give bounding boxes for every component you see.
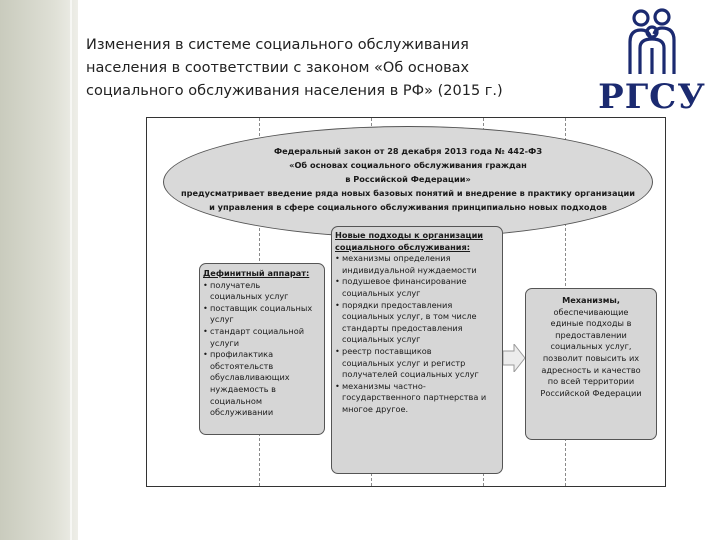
logo-wordmark: РГСУ: [598, 77, 706, 117]
list-item: • подушевое финансирование социальных услуг: [335, 276, 499, 299]
list-item: • стандарт социальной услуги: [203, 326, 321, 349]
mechanisms-heading: Механизмы,: [562, 295, 620, 305]
title-line: Изменения в системе социального обслуживания: [86, 37, 469, 53]
slide-title: [86, 34, 586, 103]
mechanisms-line: социальных услуг,: [550, 341, 632, 352]
law-diagram: [146, 117, 666, 487]
mechanisms-line: обеспечивающие: [553, 306, 629, 317]
people-emblem-icon: [624, 8, 680, 78]
mechanisms-line: предоставлении: [555, 329, 627, 340]
mechanisms-line: единые подходы в: [550, 318, 632, 329]
decorative-side-strip: [0, 0, 78, 540]
rgsu-logo: [596, 8, 708, 117]
definitions-box: [199, 263, 325, 435]
header-line: и управления в сфере социального обслуживания принципиально новых подходов: [209, 202, 607, 212]
mechanisms-line: адресность и качество: [541, 364, 641, 375]
list-item: • поставщик социальных услуг: [203, 303, 321, 326]
mechanisms-line: по всей территории: [547, 376, 635, 387]
title-line: социального обслуживания населения в РФ» (2015 г.): [86, 83, 503, 99]
list-item: • профилактика обстоятельств обуславливающих нуждаемость в социальном обслуживании: [203, 349, 321, 419]
header-line: в Российской Федерации»: [345, 174, 471, 184]
definitions-heading: Дефинитный аппарат:: [203, 268, 310, 278]
header-line: Федеральный закон от 28 декабря 2013 года № 442-ФЗ: [273, 146, 543, 156]
list-item: • порядки предоставления социальных услуг, в том числе стандарты предоставления социальных услуг: [335, 300, 499, 346]
approaches-heading: Новые подходы к организации: [335, 230, 484, 240]
list-item: • получатель социальных услуг: [203, 280, 321, 303]
arrow-right-icon: [503, 344, 525, 372]
header-line: предусматривает введение ряда новых базовых понятий и внедрение в практику организации: [180, 188, 636, 198]
approaches-heading: социального обслуживания:: [335, 241, 471, 252]
federal-law-header: [163, 126, 653, 238]
title-line: населения в соответствии с законом «Об основах: [86, 60, 470, 76]
mechanisms-line: Российской Федерации: [540, 387, 642, 398]
new-approaches-box: [331, 226, 503, 474]
header-line: «Об основах социального обслуживания граждан: [289, 160, 527, 170]
list-item: • механизмы частно- государственного партнерства и многое другое.: [335, 381, 499, 416]
mechanisms-line: позволит повысить их: [542, 352, 640, 363]
list-item: • реестр поставщиков социальных услуг и регистр получателей социальных услуг: [335, 346, 499, 381]
mechanisms-box: [525, 288, 657, 440]
list-item: • механизмы определения индивидуальной нуждаемости: [335, 253, 499, 276]
side-strip-edge: [70, 0, 72, 540]
